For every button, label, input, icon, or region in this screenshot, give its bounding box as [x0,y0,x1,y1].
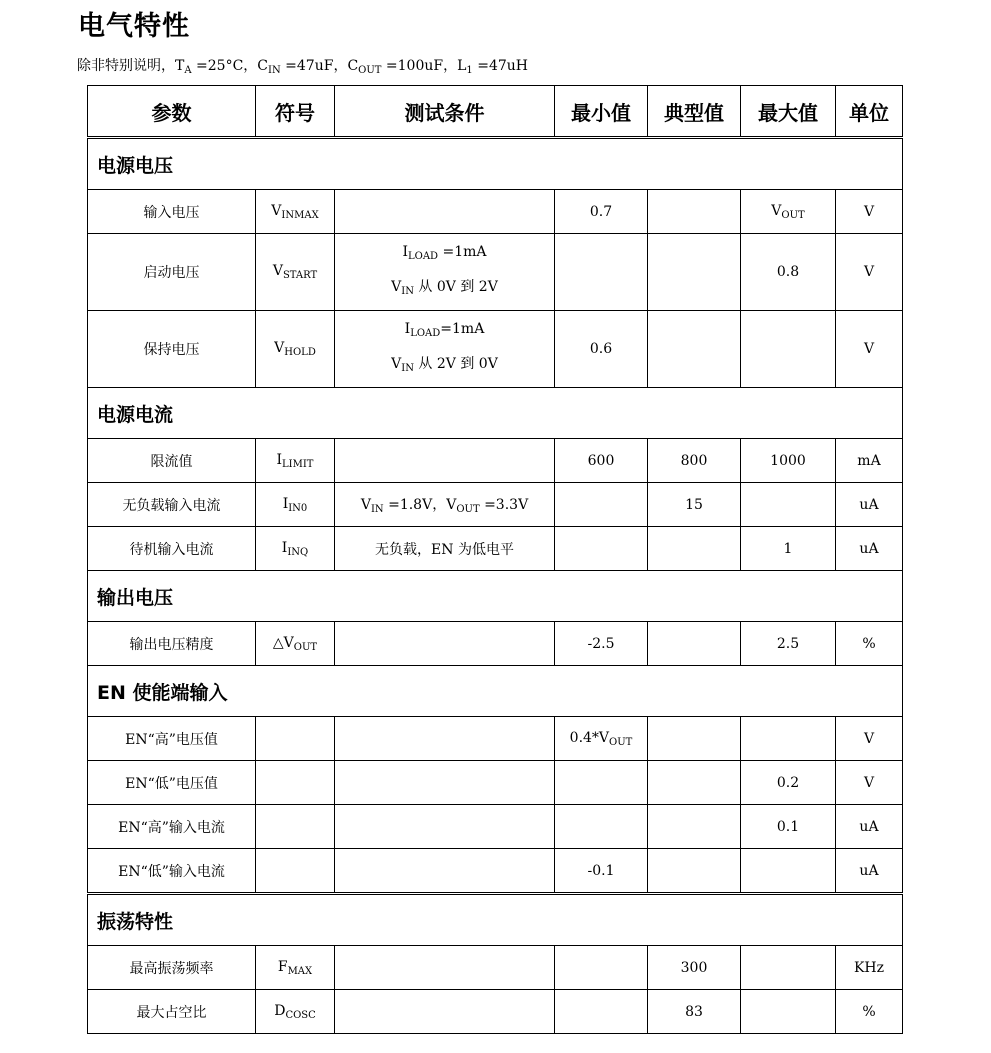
max-cell [741,990,836,1034]
min-cell [555,946,648,990]
section-row [88,571,903,622]
symbol-cell: $\triangle V_{OUT}$ [256,622,335,666]
condition-cell [335,849,555,894]
table-row [88,483,903,527]
unit-cell: mA [836,439,903,483]
min-cell [555,990,648,1034]
max-cell [741,483,836,527]
typ-cell [648,527,741,571]
param-cell: EN“高”电压值 [88,717,256,761]
table-header-row [88,86,903,138]
condition-cell: $I_{LOAD} =1mA$ $V_{IN}$ 从 0V 到 2V [335,234,555,311]
min-cell: 600 [555,439,648,483]
table-row [88,311,903,388]
section-row [88,138,903,190]
param-cell: 启动电压 [88,234,256,311]
section-row [88,894,903,946]
unit-cell: V [836,190,903,234]
symbol-cell: $D_{COSC}$ [256,990,335,1034]
condition-cell: $I_{LOAD}=1mA$ $V_{IN}$ 从 2V 到 0V [335,311,555,388]
unit-cell: V [836,234,903,311]
max-cell [741,311,836,388]
unit-cell: uA [836,805,903,849]
symbol-cell [256,761,335,805]
param-cell: 无负载输入电流 [88,483,256,527]
typ-cell: 300 [648,946,741,990]
typ-cell [648,622,741,666]
unit-cell: % [836,990,903,1034]
condition-cell [335,717,555,761]
condition-cell [335,761,555,805]
typ-cell [648,805,741,849]
page-title: 电气特性 [78,11,190,42]
max-cell [741,717,836,761]
max-cell: 0.1 [741,805,836,849]
max-cell [741,946,836,990]
table-row [88,849,903,894]
condition-cell [335,622,555,666]
symbol-cell [256,717,335,761]
param-cell: EN“低”电压值 [88,761,256,805]
section-title: EN 使能端输入 [88,666,903,717]
header-min: 最小值 [555,86,648,138]
condition-cell [335,190,555,234]
unit-cell: uA [836,527,903,571]
section-row [88,666,903,717]
header-symbol: 符号 [256,86,335,138]
test-conditions-note: 除非特别说明，$T_A =25^\circ C$，$C_{IN} =47uF$，$C_{OUT} =100uF$，$L_1 =47uH$ [77,58,529,76]
unit-cell: % [836,622,903,666]
max-cell: 1000 [741,439,836,483]
param-cell: 输入电压 [88,190,256,234]
condition-cell [335,439,555,483]
min-cell: -0.1 [555,849,648,894]
symbol-cell [256,805,335,849]
param-cell: 最高振荡频率 [88,946,256,990]
param-cell: 限流值 [88,439,256,483]
symbol-cell [256,849,335,894]
min-cell [555,234,648,311]
condition-cell [335,805,555,849]
min-cell: 0.7 [555,190,648,234]
typ-cell [648,849,741,894]
param-cell: 待机输入电流 [88,527,256,571]
table-row [88,717,903,761]
symbol-cell: $I_{LIMIT}$ [256,439,335,483]
header-max: 最大值 [741,86,836,138]
table-row [88,946,903,990]
condition-cell: $V_{IN} =1.8V$，$V_{OUT} =3.3V$ [335,483,555,527]
typ-cell [648,190,741,234]
param-cell: EN“高”输入电流 [88,805,256,849]
unit-cell: uA [836,483,903,527]
table-row [88,439,903,483]
symbol-cell: $V_{INMAX}$ [256,190,335,234]
symbol-cell: $I_{INQ}$ [256,527,335,571]
min-cell [555,805,648,849]
header-condition: 测试条件 [335,86,555,138]
header-unit: 单位 [836,86,903,138]
max-cell: 1 [741,527,836,571]
min-cell [555,761,648,805]
max-cell: 0.8 [741,234,836,311]
table-row [88,761,903,805]
section-title: 振荡特性 [88,894,903,946]
param-cell: 输出电压精度 [88,622,256,666]
symbol-cell: $F_{MAX}$ [256,946,335,990]
condition-cell: 无负载，EN 为低电平 [335,527,555,571]
symbol-cell: $V_{START}$ [256,234,335,311]
param-cell: 保持电压 [88,311,256,388]
electrical-characteristics-table [87,85,903,1034]
typ-cell: 800 [648,439,741,483]
section-title: 输出电压 [88,571,903,622]
typ-cell [648,717,741,761]
param-cell: 最大占空比 [88,990,256,1034]
section-row [88,388,903,439]
typ-cell: 15 [648,483,741,527]
unit-cell: uA [836,849,903,894]
header-param: 参数 [88,86,256,138]
min-cell: -2.5 [555,622,648,666]
unit-cell: V [836,717,903,761]
table-row [88,234,903,311]
min-cell: 0.6 [555,311,648,388]
header-typ: 典型值 [648,86,741,138]
section-title: 电源电压 [88,138,903,190]
typ-cell [648,761,741,805]
table-row [88,990,903,1034]
max-cell: $V_{OUT}$ [741,190,836,234]
condition-cell [335,990,555,1034]
max-cell: 2.5 [741,622,836,666]
unit-cell: V [836,311,903,388]
min-cell: $0.4*V_{OUT}$ [555,717,648,761]
unit-cell: KHz [836,946,903,990]
typ-cell [648,311,741,388]
symbol-cell: $V_{HOLD}$ [256,311,335,388]
max-cell [741,849,836,894]
condition-cell [335,946,555,990]
typ-cell: 83 [648,990,741,1034]
typ-cell [648,234,741,311]
min-cell [555,483,648,527]
symbol-cell: $I_{IN0}$ [256,483,335,527]
table-row [88,805,903,849]
table-row [88,190,903,234]
section-title: 电源电流 [88,388,903,439]
max-cell: 0.2 [741,761,836,805]
table-row [88,527,903,571]
min-cell [555,527,648,571]
unit-cell: V [836,761,903,805]
param-cell: EN“低”输入电流 [88,849,256,894]
table-row [88,622,903,666]
